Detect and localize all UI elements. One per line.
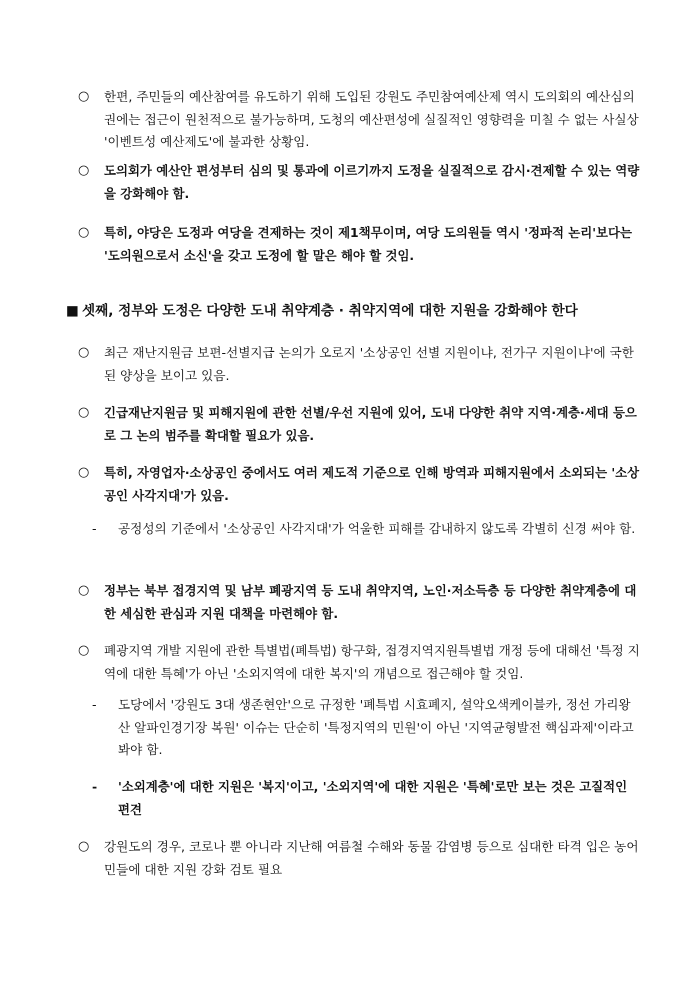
paragraph-3 <box>78 222 640 267</box>
circle-bullet-icon: ○ <box>78 405 90 420</box>
circle-bullet-icon: ○ <box>78 89 90 104</box>
circle-bullet-icon: ○ <box>78 163 90 178</box>
dash-bullet-icon: - <box>92 521 97 536</box>
circle-bullet-icon: ○ <box>78 345 90 360</box>
paragraph-text: 정부는 북부 접경지역 및 남부 폐광지역 등 도내 취약지역, 노인·저소득층 등 다양한 취약계층에 대한 세심한 관심과 지원 대책을 마련해야 함. <box>104 583 637 621</box>
dash-bullet-icon: - <box>92 697 97 712</box>
circle-bullet-icon: ○ <box>78 839 90 854</box>
sub-item-2 <box>92 694 640 762</box>
paragraph-text: 도의회가 예산안 편성부터 심의 및 통과에 이르기까지 도정을 실질적으로 감시·견제할 수 있는 역량을 강화해야 함. <box>104 163 640 201</box>
circle-bullet-icon: ○ <box>78 225 90 240</box>
paragraph-text: 폐광지역 개발 지원에 관한 특별법(폐특법) 항구화, 접경지역지원특별법 개정 등에 대해선 '특정 지역에 대한 특혜'가 아닌 '소외지역에 대한 복지'의 개념으로 접근해야 할 것임. <box>104 643 640 681</box>
circle-bullet-icon: ○ <box>78 643 90 658</box>
paragraph-text: 긴급재난지원금 및 피해지원에 관한 선별/우선 지원에 있어, 도내 다양한 취약 지역·계층·세대 등으로 그 논의 범주를 확대할 필요가 있음. <box>104 405 637 443</box>
paragraph-2 <box>78 160 640 205</box>
sub-item-text: 도당에서 '강원도 3대 생존현안'으로 규정한 '폐특법 시효폐지, 설악오색케이블카, 정선 가리왕산 알파인경기장 복원' 이슈는 단순히 '특정지역의 민원'이 아닌 '지역균형발전 핵심과제'이라고 봐야 함. <box>118 697 634 757</box>
paragraph-9 <box>78 836 640 881</box>
circle-bullet-icon: ○ <box>78 583 90 598</box>
paragraph-text: 특히, 야당은 도정과 여당을 견제하는 것이 제1책무이며, 여당 도의원들 역시 '정파적 논리'보다는 '도의원으로서 소신'을 갖고 도정에 할 말은 해야 할 것임. <box>104 225 632 263</box>
circle-bullet-icon: ○ <box>78 465 90 480</box>
paragraph-text: 특히, 자영업자·소상공인 중에서도 여러 제도적 기준으로 인해 방역과 피해지원에서 소외되는 '소상공인 사각지대'가 있음. <box>104 465 640 503</box>
section-heading <box>66 300 646 322</box>
dash-bullet-icon: - <box>92 779 98 794</box>
sub-item-3 <box>92 776 640 821</box>
paragraph-text: 최근 재난지원금 보편-선별지급 논의가 오로지 '소상공인 선별 지원이냐, 전가구 지원이냐'에 국한된 양상을 보이고 있음. <box>104 345 634 383</box>
paragraph-text: 강원도의 경우, 코로나 뿐 아니라 지난해 여름철 수해와 동물 감염병 등으로 심대한 타격 입은 농어민들에 대한 지원 강화 검토 필요 <box>104 839 639 877</box>
section-heading-text: 셋째, 정부와 도정은 다양한 도내 취약계층 · 취약지역에 대한 지원을 강화해야 한다 <box>82 303 578 319</box>
paragraph-1 <box>78 86 640 154</box>
sub-item-1 <box>92 518 640 541</box>
paragraph-7 <box>78 580 640 625</box>
paragraph-4 <box>78 342 640 387</box>
square-bullet-icon: ■ <box>66 303 79 319</box>
paragraph-text: 한편, 주민들의 예산참여를 유도하기 위해 도입된 강원도 주민참여예산제 역시 도의회의 예산심의권에는 접근이 원천적으로 불가능하며, 도청의 예산편성에 실질적인 영향력을 미칠 수 없는 사실상 '이벤트성 예산제도'에 불과한 상황임. <box>104 89 639 149</box>
sub-item-text: '소외계층'에 대한 지원은 '복지'이고, '소외지역'에 대한 지원은 '특혜'로만 보는 것은 고질적인 편견 <box>118 779 628 817</box>
sub-item-text: 공정성의 기준에서 '소상공인 사각지대'가 억울한 피해를 감내하지 않도록 각별히 신경 써야 함. <box>118 521 636 536</box>
paragraph-5 <box>78 402 640 447</box>
paragraph-6 <box>78 462 640 507</box>
paragraph-8 <box>78 640 640 685</box>
